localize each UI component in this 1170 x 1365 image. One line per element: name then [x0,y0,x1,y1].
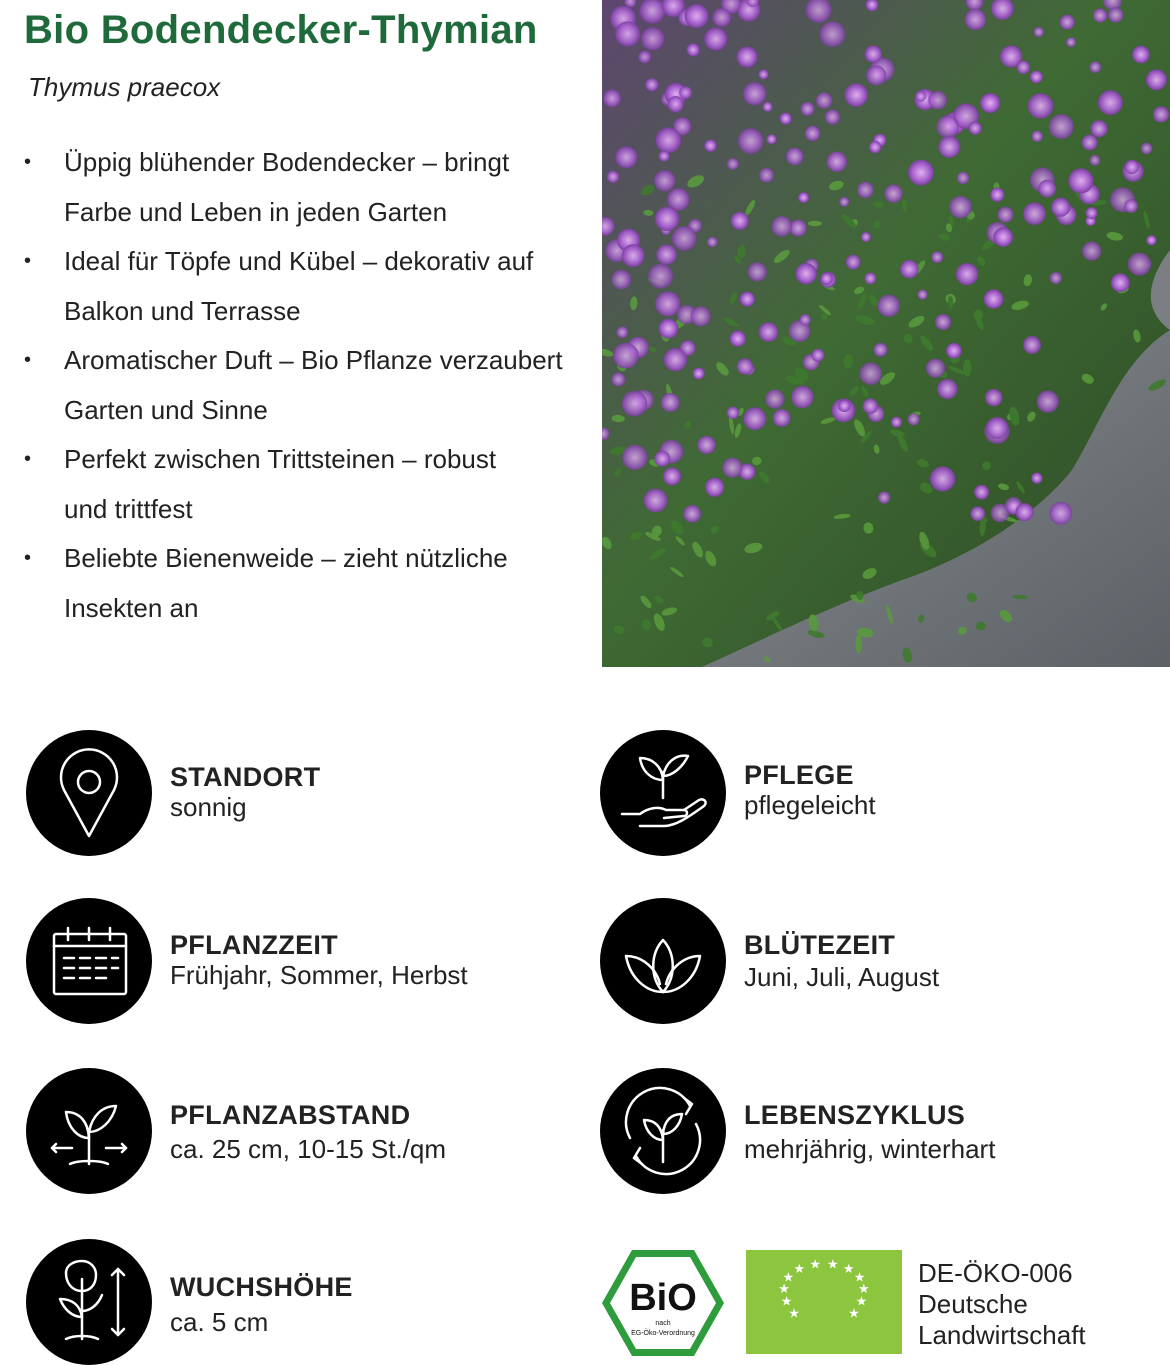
bio-logo-text: BiO [629,1277,697,1319]
feature-value: Frühjahr, Sommer, Herbst [170,960,468,990]
bullet-item [24,534,584,633]
svg-text:★: ★ [788,1306,800,1322]
svg-text:★: ★ [778,1281,790,1297]
feature-value: mehrjährig, winterhart [744,1134,996,1164]
bullet-line: Perfekt zwischen Trittsteinen – robust [64,444,497,474]
plant-height-icon [26,1239,152,1365]
feature-label: PFLANZZEIT [170,930,338,960]
feature-value: sonnig [170,792,247,822]
botanical-name: Thymus praecox [28,72,221,102]
certification-code: DE-ÖKO-006 [918,1258,1073,1288]
svg-text:★: ★ [780,1294,793,1310]
feature-value: Juni, Juli, August [744,962,940,992]
feature-value: ca. 25 cm, 10-15 St./qm [170,1134,447,1164]
product-title: Bio Bodendecker-Thymian [24,8,538,52]
bullet-line: Ideal für Töpfe und Kübel – dekorativ auf [64,246,534,276]
product-photo [602,0,1170,667]
feature-label: BLÜTEZEIT [744,930,896,960]
svg-text:★: ★ [809,1257,821,1273]
feature-pflanzzeit [26,898,546,1024]
bio-logo-sub: nach [655,1320,671,1327]
svg-text:★: ★ [782,1270,795,1286]
lotus-flower-icon [600,898,726,1024]
bullet-line: Aromatischer Duft – Bio Pflanze verzaubert [64,345,563,375]
location-pin-icon [26,730,152,856]
bullet-item [24,435,584,534]
bullet-line: und trittfest [64,493,193,524]
feature-pflanzabstand [26,1068,546,1194]
thyme-flowers-image [602,0,1170,667]
bullet-line: Beliebte Bienenweide – zieht nützliche [64,543,508,573]
svg-text:★: ★ [842,1262,855,1278]
calendar-icon [26,898,152,1024]
feature-wuchshoehe [26,1239,546,1365]
bio-logo-sub: EG-Öko-Verordnung [631,1330,695,1337]
feature-label: STANDORT [170,762,321,792]
feature-bluetezeit [600,898,1120,1024]
svg-text:★: ★ [827,1257,839,1273]
feature-label: PFLEGE [744,760,854,790]
svg-text:★: ★ [853,1270,866,1286]
svg-text:★: ★ [793,1262,806,1278]
eu-organic-leaf-logo [746,1250,902,1354]
bullet-item [24,237,584,336]
feature-lebenszyklus [600,1068,1120,1194]
bio-seal-logo [600,1248,726,1358]
feature-bullet-list [24,138,584,633]
feature-value: pflegeleicht [744,790,876,820]
hand-seedling-icon [600,730,726,856]
feature-label: WUCHSHÖHE [170,1272,353,1302]
plant-cycle-icon [600,1068,726,1194]
certification-line: Deutsche [918,1289,1028,1319]
feature-label: LEBENSZYKLUS [744,1100,966,1130]
feature-value: ca. 5 cm [170,1307,269,1337]
feature-pflege [600,730,1120,856]
bullet-line: Insekten an [64,592,199,623]
plant-spacing-icon [26,1068,152,1194]
certification-line: Landwirtschaft [918,1320,1086,1350]
svg-text:★: ★ [858,1281,870,1297]
bullet-line: Garten und Sinne [64,394,268,425]
bullet-item [24,138,584,237]
feature-standort [26,730,546,856]
bullet-line: Üppig blühender Bodendecker – bringt [64,147,510,177]
feature-label: PFLANZABSTAND [170,1100,411,1130]
bullet-line: Farbe und Leben in jeden Garten [64,196,448,227]
bullet-line: Balkon und Terrasse [64,295,301,326]
svg-text:★: ★ [848,1306,860,1322]
bullet-item [24,336,584,435]
svg-text:★: ★ [855,1294,868,1310]
certification-text [918,1258,1086,1351]
